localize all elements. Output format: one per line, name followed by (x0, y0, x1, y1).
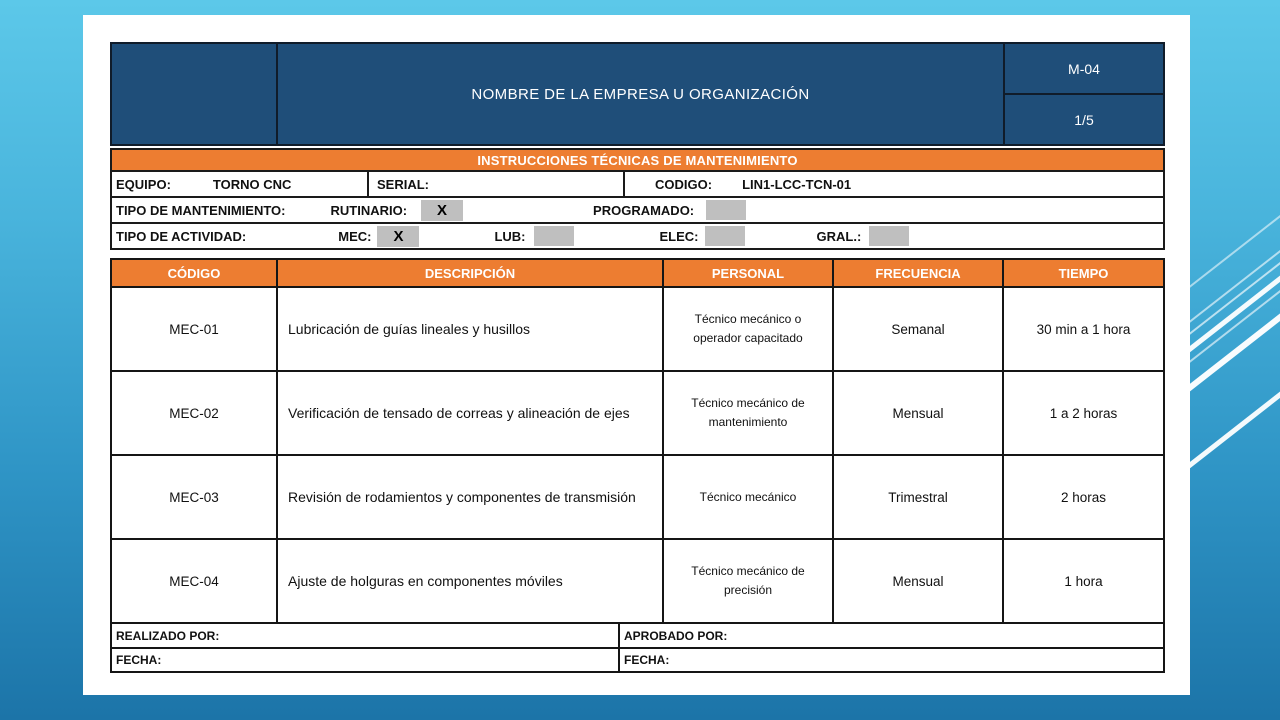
task-frequency: Mensual (834, 372, 1004, 454)
header-cell-descripcion: DESCRIPCIÓN (278, 260, 664, 286)
doc-meta (1003, 44, 1163, 144)
codigo-label: CODIGO: (655, 176, 713, 192)
codigo-value: LIN1-LCC-TCN-01 (742, 176, 852, 192)
programado-checkbox[interactable] (706, 200, 746, 220)
realizado-por-label: REALIZADO POR: (112, 624, 620, 647)
task-time: 30 min a 1 hora (1036, 321, 1131, 337)
page-number: 1/5 (1074, 111, 1094, 128)
tipo-mantenimiento-label: TIPO DE MANTENIMIENTO: (116, 202, 286, 218)
mec-checkbox[interactable]: X (377, 226, 419, 247)
serial-label: SERIAL: (377, 176, 429, 192)
lub-checkbox[interactable] (534, 226, 574, 246)
signoff-row (112, 622, 1163, 647)
elec-label: ELEC: (659, 228, 699, 244)
date-row (112, 647, 1163, 671)
elec-checkbox[interactable] (705, 226, 745, 246)
programado-label: PROGRAMADO: (593, 202, 695, 218)
equipment-cell (112, 172, 369, 196)
slide-canvas (83, 15, 1190, 695)
company-header (110, 42, 1165, 146)
task-time: 1 a 2 horas (1049, 405, 1118, 421)
section-banner: INSTRUCCIONES TÉCNICAS DE MANTENIMIENTO (110, 148, 1165, 172)
task-code: MEC-04 (112, 540, 278, 622)
task-row (112, 286, 1163, 370)
task-description: Verificación de tensado de correas y alineación de ejes (278, 372, 664, 454)
tasks-table-header (112, 260, 1163, 286)
rutinario-label: RUTINARIO: (330, 202, 408, 218)
codigo-cell (625, 172, 1163, 196)
task-personal: Técnico mecánico de mantenimiento (664, 372, 834, 454)
task-time: 1 hora (1064, 573, 1103, 589)
activity-type-row (110, 224, 1165, 250)
company-name: NOMBRE DE LA EMPRESA U ORGANIZACIÓN (471, 85, 810, 103)
gral-label: GRAL.: (816, 228, 862, 244)
equipo-label: EQUIPO: (116, 176, 171, 192)
task-time: 2 horas (1060, 489, 1107, 505)
header-cell-personal: PERSONAL (664, 260, 834, 286)
tipo-actividad-label: TIPO DE ACTIVIDAD: (116, 228, 247, 244)
gral-checkbox[interactable] (869, 226, 909, 246)
doc-code: M-04 (1005, 44, 1163, 95)
task-personal: Técnico mecánico de precisión (664, 540, 834, 622)
task-personal: Técnico mecánico (664, 456, 834, 538)
task-row (112, 370, 1163, 454)
header-cell-codigo: CÓDIGO (112, 260, 278, 286)
header-cell-frecuencia: FRECUENCIA (834, 260, 1004, 286)
task-frequency: Semanal (834, 288, 1004, 370)
maintenance-type-row (110, 198, 1165, 224)
task-code: MEC-03 (112, 456, 278, 538)
task-description: Ajuste de holguras en componentes móviles (278, 540, 664, 622)
task-frequency: Mensual (834, 540, 1004, 622)
maintenance-instruction-form (110, 42, 1165, 673)
task-code: MEC-01 (112, 288, 278, 370)
rutinario-checkbox[interactable]: X (421, 200, 463, 221)
aprobado-por-label: APROBADO POR: (624, 628, 728, 643)
fecha-left-label: FECHA: (112, 649, 620, 671)
task-code: MEC-02 (112, 372, 278, 454)
task-row (112, 538, 1163, 622)
mec-label: MEC: (338, 228, 372, 244)
task-description: Revisión de rodamientos y componentes de transmisión (278, 456, 664, 538)
equipment-row (110, 172, 1165, 198)
spacer (110, 250, 1165, 258)
task-frequency: Trimestral (834, 456, 1004, 538)
task-row (112, 454, 1163, 538)
serial-cell (369, 172, 625, 196)
fecha-right-label: FECHA: (624, 653, 670, 667)
logo-cell (112, 44, 278, 144)
tasks-table (110, 258, 1165, 673)
task-personal: Técnico mecánico o operador capacitado (664, 288, 834, 370)
task-description: Lubricación de guías lineales y husillos (278, 288, 664, 370)
header-cell-tiempo: TIEMPO (1058, 265, 1109, 281)
lub-label: LUB: (494, 228, 526, 244)
equipo-value: TORNO CNC (212, 176, 292, 192)
